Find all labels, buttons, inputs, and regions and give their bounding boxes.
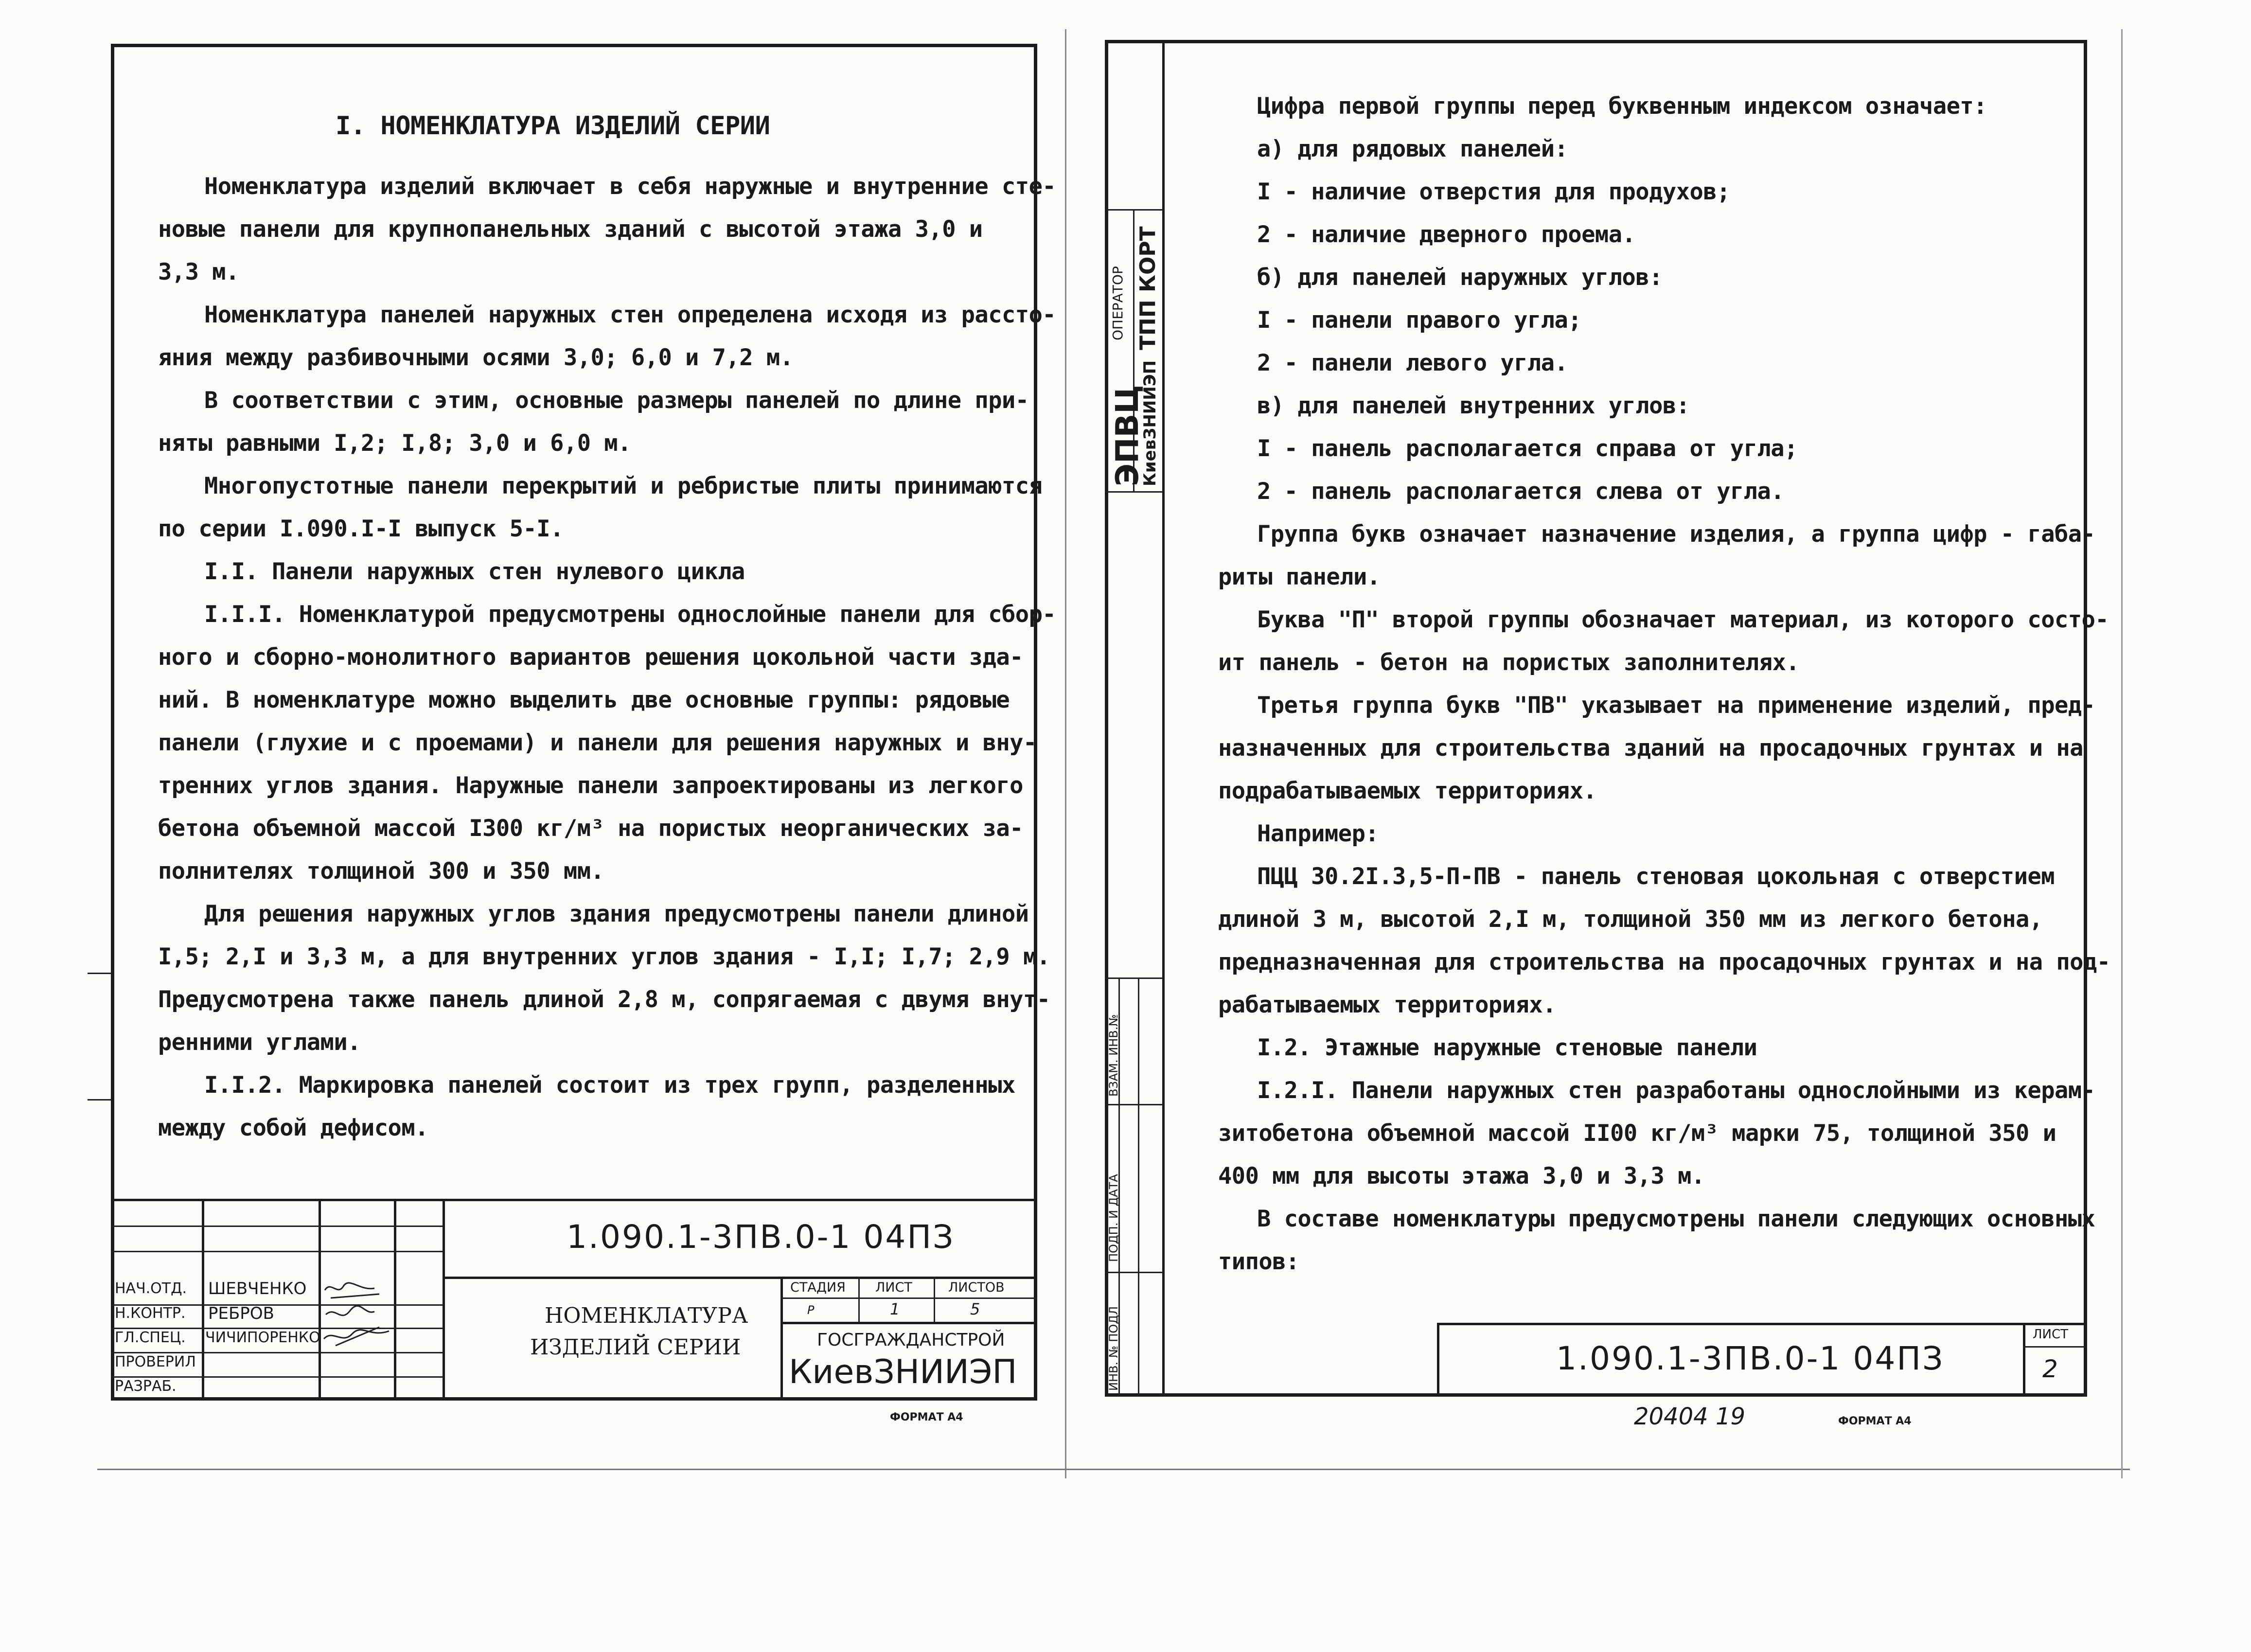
stage-table-col — [934, 1277, 935, 1323]
stamp-row-line — [111, 1251, 443, 1252]
side-col-inv: ИНВ. № ПОДЛ — [1107, 1306, 1120, 1391]
side-col-line — [1105, 1272, 1162, 1273]
stamp-name: ШЕВЧЕНКО — [208, 1279, 307, 1298]
text-line: Предусмотрена также панель длиной 2,8 м, сопрягаемая с двумя внут- — [158, 986, 1050, 1013]
text-line: Многопустотные панели перекрытий и ребристые плиты принимаются — [204, 473, 1043, 499]
text-line: Для решения наружных углов здания предусмотрены панели длиной — [204, 901, 1029, 927]
text-line: Группа букв означает назначение изделия, а группа цифр - габа- — [1257, 521, 2095, 548]
text-line: полнителях толщиной 300 и 350 мм. — [158, 858, 604, 885]
text-line: назначенных для строительства зданий на просадочных грунтах и на — [1218, 735, 2083, 762]
text-line: 2 - панели левого угла. — [1257, 350, 1568, 376]
right-stamp-code: 1.090.1-3ПВ.0-1 04ПЗ — [1556, 1340, 1945, 1377]
text-line: Цифра первой группы перед буквенным индексом означает: — [1257, 93, 1987, 120]
left-format-label: ФОРМАТ А4 — [890, 1411, 963, 1423]
side-col-line — [1138, 977, 1139, 1397]
text-line: типов: — [1218, 1248, 1299, 1275]
stage-table-col — [858, 1277, 860, 1323]
text-line: 2 - панель располагается слева от угла. — [1257, 478, 1785, 505]
stamp-col-3 — [394, 1199, 396, 1401]
side-col-line — [1105, 1104, 1162, 1105]
stage-table-row — [780, 1297, 1037, 1299]
handwritten-number: 20404 19 — [1634, 1403, 1746, 1430]
text-line: новые панели для крупнопанельных зданий с высотой этажа 3,0 и — [158, 216, 983, 243]
text-line: в) для панелей внутренних углов: — [1257, 392, 1690, 419]
org-line-2: КиевЗНИИЭП — [789, 1353, 1017, 1391]
sheets-value: 5 — [970, 1300, 980, 1318]
text-line: I.2. Этажные наружные стеновые панели — [1257, 1034, 1757, 1061]
text-line: а) для рядовых панелей: — [1257, 136, 1568, 162]
left-stamp-code: 1.090.1-3ПВ.0-1 04ПЗ — [567, 1218, 955, 1256]
side-stamp-org-sub: КиевЗНИИЭП — [1140, 360, 1160, 486]
text-line: яния между разбивочными осями 3,0; 6,0 и 7,2 м. — [158, 344, 794, 371]
text-line: ного и сборно-монолитного вариантов решения цокольной части зда- — [158, 644, 1023, 671]
text-line: рабатываемых территориях. — [1218, 992, 1556, 1018]
stamp-top-border — [111, 1199, 1037, 1201]
text-line: 400 мм для высоты этажа 3,0 и 3,3 м. — [1218, 1163, 1705, 1190]
right-stamp-left — [1437, 1323, 1439, 1397]
sheet-header: ЛИСТ — [875, 1280, 912, 1295]
right-stamp-sheet-label: ЛИСТ — [2033, 1327, 2069, 1342]
stamp-role: ПРОВЕРИЛ — [115, 1353, 196, 1370]
right-side-strip-border — [1162, 40, 1165, 1397]
text-line: 2 - наличие дверного проема. — [1257, 221, 1636, 248]
text-line: В составе номенклатуры предусмотрены панели следующих основных — [1257, 1206, 2095, 1232]
text-line: I - панели правого угла; — [1257, 307, 1582, 334]
side-col-replace: ВЗАМ. ИНВ.№ — [1107, 1014, 1120, 1097]
side-col-line — [1105, 977, 1162, 979]
stage-value: Р — [807, 1303, 815, 1317]
text-line: Например: — [1257, 820, 1379, 847]
text-line: ний. В номенклатуре можно выделить две основные группы: рядовые — [158, 687, 1010, 713]
text-line: Номенклатура панелей наружных стен определена исходя из рассто- — [204, 302, 1056, 328]
right-stamp-top — [1437, 1323, 2087, 1325]
text-line: няты равными I,2; I,8; 3,0 и 6,0 м. — [158, 430, 631, 457]
side-col-sign: ПОДП. И ДАТА — [1107, 1174, 1120, 1262]
right-stamp-divider — [2023, 1323, 2025, 1397]
sheets-header: ЛИСТОВ — [948, 1280, 1005, 1295]
text-line: между собой дефисом. — [158, 1115, 428, 1141]
text-line: зитобетона объемной массой II00 кг/м³ марки 75, толщиной 350 и — [1218, 1120, 2056, 1147]
text-line: I.I.I. Номенклатурой предусмотрены однослойные панели для сбор- — [204, 601, 1056, 628]
text-line: предназначенная для строительства на просадочных грунтах и на под- — [1218, 949, 2110, 976]
stamp-name: ЧИЧИПОРЕНКО — [205, 1329, 320, 1346]
text-line: длиной 3 м, высотой 2,I м, толщиной 350 мм из легкого бетона, — [1218, 906, 2043, 933]
text-line: ПЦЦ 30.2I.3,5-П-ПВ - панель стеновая цокольная с отверстием — [1257, 863, 2055, 890]
text-line: тренних углов здания. Наружные панели запроектированы из легкого — [158, 772, 1023, 799]
side-stamp-line — [1105, 491, 1162, 493]
edge-tick — [88, 973, 111, 974]
stage-table-bottom — [780, 1322, 1037, 1324]
text-line: б) для панелей наружных углов: — [1257, 264, 1663, 291]
text-line: ренними углами. — [158, 1029, 361, 1056]
side-stamp-org: ЭПВЦ — [1110, 385, 1146, 486]
right-stamp-sheet-line — [2023, 1346, 2087, 1348]
text-line: 3,3 м. — [158, 259, 239, 285]
side-stamp-operator: ОПЕРАТОР — [1110, 266, 1126, 340]
stamp-role: Н.КОНТР. — [115, 1305, 186, 1322]
text-line: Третья группа букв "ПВ" указывает на применение изделий, пред- — [1257, 692, 2095, 719]
left-page-heading: I. НОМЕНКЛАТУРА ИЗДЕЛИЙ СЕРИИ — [336, 111, 770, 141]
scan-edge-line — [97, 1469, 2130, 1470]
text-line: I - панель располагается справа от угла; — [1257, 435, 1798, 462]
scan-edge-line — [2121, 29, 2123, 1478]
text-line: по серии I.090.I-I выпуск 5-I. — [158, 515, 564, 542]
stage-header: СТАДИЯ — [790, 1280, 846, 1295]
right-format-label: ФОРМАТ А4 — [1838, 1415, 1912, 1427]
text-line: I.I.2. Маркировка панелей состоит из трех групп, разделенных — [204, 1072, 1015, 1099]
text-line: I.2.I. Панели наружных стен разработаны однослойными из керам- — [1257, 1077, 2095, 1104]
stamp-role: РАЗРАБ. — [115, 1378, 177, 1395]
sheet-value: 1 — [890, 1300, 900, 1318]
text-line: риты панели. — [1218, 564, 1381, 590]
text-line: I - наличие отверстия для продухов; — [1257, 178, 1730, 205]
stamp-role: ГЛ.СПЕЦ. — [115, 1329, 186, 1346]
text-line: Номенклатура изделий включает в себя наружные и внутренние сте- — [204, 173, 1056, 200]
signature-marks — [321, 1277, 394, 1354]
stamp-row-line — [111, 1226, 443, 1227]
stamp-name: РЕБРОВ — [208, 1304, 274, 1323]
text-line: бетона объемной массой I300 кг/м³ на пористых неорганических за- — [158, 815, 1023, 842]
text-line: В соответствии с этим, основные размеры панелей по длине при- — [204, 387, 1029, 414]
stamp-divider — [443, 1199, 445, 1401]
text-line: ит панель - бетон на пористых заполнителях. — [1218, 649, 1800, 676]
page-fold-line — [1065, 29, 1066, 1478]
text-line: подрабатываемых территориях. — [1218, 778, 1597, 804]
text-line: I,5; 2,I и 3,3 м, а для внутренних углов здания - I,I; I,7; 2,9 м. — [158, 943, 1050, 970]
text-line: панели (глухие и с проемами) и панели для решения наружных и вну- — [158, 729, 1037, 756]
stamp-col-1 — [202, 1199, 204, 1401]
org-line-1: ГОСГРАЖДАНСТРОЙ — [817, 1330, 1005, 1350]
side-stamp-operator-name: ТПП КОРТ — [1135, 226, 1160, 350]
left-stamp-title-1: НОМЕНКЛАТУРА — [545, 1303, 748, 1328]
stage-table-left — [780, 1277, 783, 1401]
text-line: Буква "П" второй группы обозначает материал, из которого состо- — [1257, 606, 2109, 633]
stamp-role: НАЧ.ОТД. — [115, 1280, 187, 1297]
left-stamp-title-2: ИЗДЕЛИЙ СЕРИИ — [530, 1335, 741, 1360]
text-line: I.I. Панели наружных стен нулевого цикла — [204, 558, 745, 585]
right-stamp-sheet-value: 2 — [2042, 1355, 2058, 1383]
edge-tick — [88, 1099, 111, 1101]
